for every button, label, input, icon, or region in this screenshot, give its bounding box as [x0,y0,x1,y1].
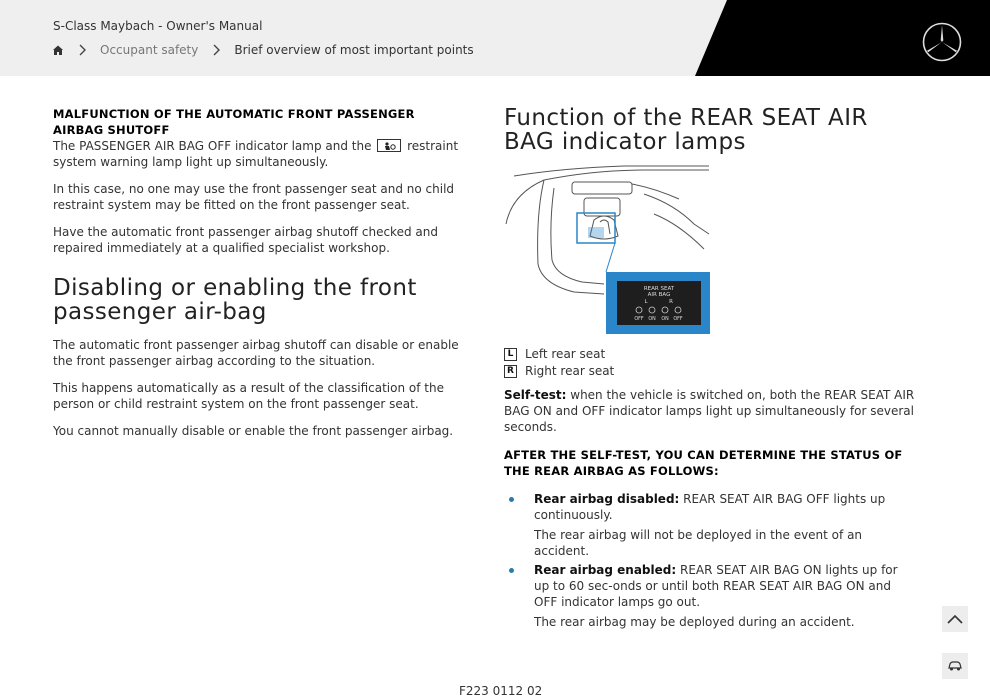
paragraph-cannot-manual: You cannot manually disable or enable the front passenger airbag. [53,424,454,438]
bullet-text: REAR SEAT AIR BAG OFF lights up continuously. [534,492,886,522]
legend-left-rear [504,346,916,363]
paragraph-have-checked: Have the automatic front passenger airbag shutoff checked and repaired immediately at a qualified specialist workshop. [53,225,438,255]
bullet-sub-text: The rear airbag may be deployed during an accident. [534,615,855,629]
panel-title-line1: REAR SEAT [643,286,675,292]
chevron-up-icon [947,614,963,624]
manual-title: S-Class Maybach - Owner's Manual [53,19,263,33]
paragraph-text: The PASSENGER AIR BAG OFF indicator lamp and the [53,139,376,153]
self-test-text: when the vehicle is switched on, both the REAR SEAT AIR BAG ON and OFF indicator lamps light up simultaneously for several seconds. [504,388,915,434]
legend-key: L [504,348,517,361]
bullet-dot [509,568,514,573]
header-bar [0,0,990,76]
bullet-label: Rear airbag disabled: [534,492,680,506]
rear-seat-airbag-figure [504,164,714,336]
mercedes-star-logo[interactable] [922,22,962,62]
paragraph-shutoff-disable: The automatic front passenger airbag shutoff can disable or enable the front passenger airbag according to the situation. [53,338,459,368]
panel-label-left: L [644,299,648,305]
legend-label: Right rear seat [525,364,615,378]
figure-legend [504,346,916,380]
overhead-panel-illustration [504,164,714,336]
scroll-to-top-button[interactable] [942,606,968,632]
self-test-label: Self-test: [504,388,567,402]
paragraph-automatic-classification: This happens automatically as a result of the classification of the person or child restraint system on the front passenger seat. [53,381,444,411]
vehicle-view-button[interactable] [942,653,968,679]
legend-key: R [504,365,517,378]
heading-disabling-enabling: Disabling or enabling the front passenger air-bag [53,275,417,325]
panel-state-2: ON [648,317,656,322]
legend-label: Left rear seat [525,347,606,361]
bullet-sub-text: The rear airbag will not be deployed in the event of an accident. [534,528,863,558]
paragraph-self-test [504,387,916,435]
chevron-right-icon [212,44,220,56]
breadcrumb-current-page: Brief overview of most important points [234,43,474,57]
paragraph-malfunction-lamps [53,138,467,170]
status-list [504,491,916,630]
breadcrumb-occupant-safety[interactable]: Occupant safety [100,43,199,57]
vehicle-icon [947,660,963,672]
panel-label-right: R [669,299,673,305]
bullet-label: Rear airbag enabled: [534,563,677,577]
breadcrumb [52,42,474,58]
left-column [53,106,467,439]
restraint-system-warning-icon [377,139,401,152]
heading-rear-seat-indicator: Function of the REAR SEAT AIR BAG indicator lamps [504,105,868,155]
bullet-text: REAR SEAT AIR BAG ON lights up for up to 60 sec-onds or until both REAR SEAT AIR BAG ON and OFF indicator lamps go out. [534,563,898,609]
list-item [504,562,916,630]
panel-title-line2: AIR BAG [647,292,671,298]
section-heading-malfunction: MALFUNCTION OF THE AUTOMATIC FRONT PASSENGER AIRBAG SHUTOFF [53,107,415,137]
right-column [504,106,916,630]
chevron-right-icon [78,44,86,56]
paragraph-no-passenger: In this case, no one may use the front passenger seat and no child restraint system may be fitted on the front passenger seat. [53,182,455,212]
section-heading-after-self-test: AFTER THE SELF-TEST, YOU CAN DETERMINE THE STATUS OF THE REAR AIRBAG AS FOLLOWS: [504,448,903,478]
paragraph-text: restraint system warning lamp light up simultaneously. [53,139,459,169]
panel-state-1: OFF [634,317,644,322]
panel-state-4: OFF [673,317,683,322]
panel-state-3: ON [661,317,669,322]
figure-code: F223 0112 02 [459,684,543,698]
home-icon[interactable] [52,44,64,56]
bullet-dot [509,497,514,502]
legend-right-rear [504,363,916,380]
list-item [504,491,916,559]
